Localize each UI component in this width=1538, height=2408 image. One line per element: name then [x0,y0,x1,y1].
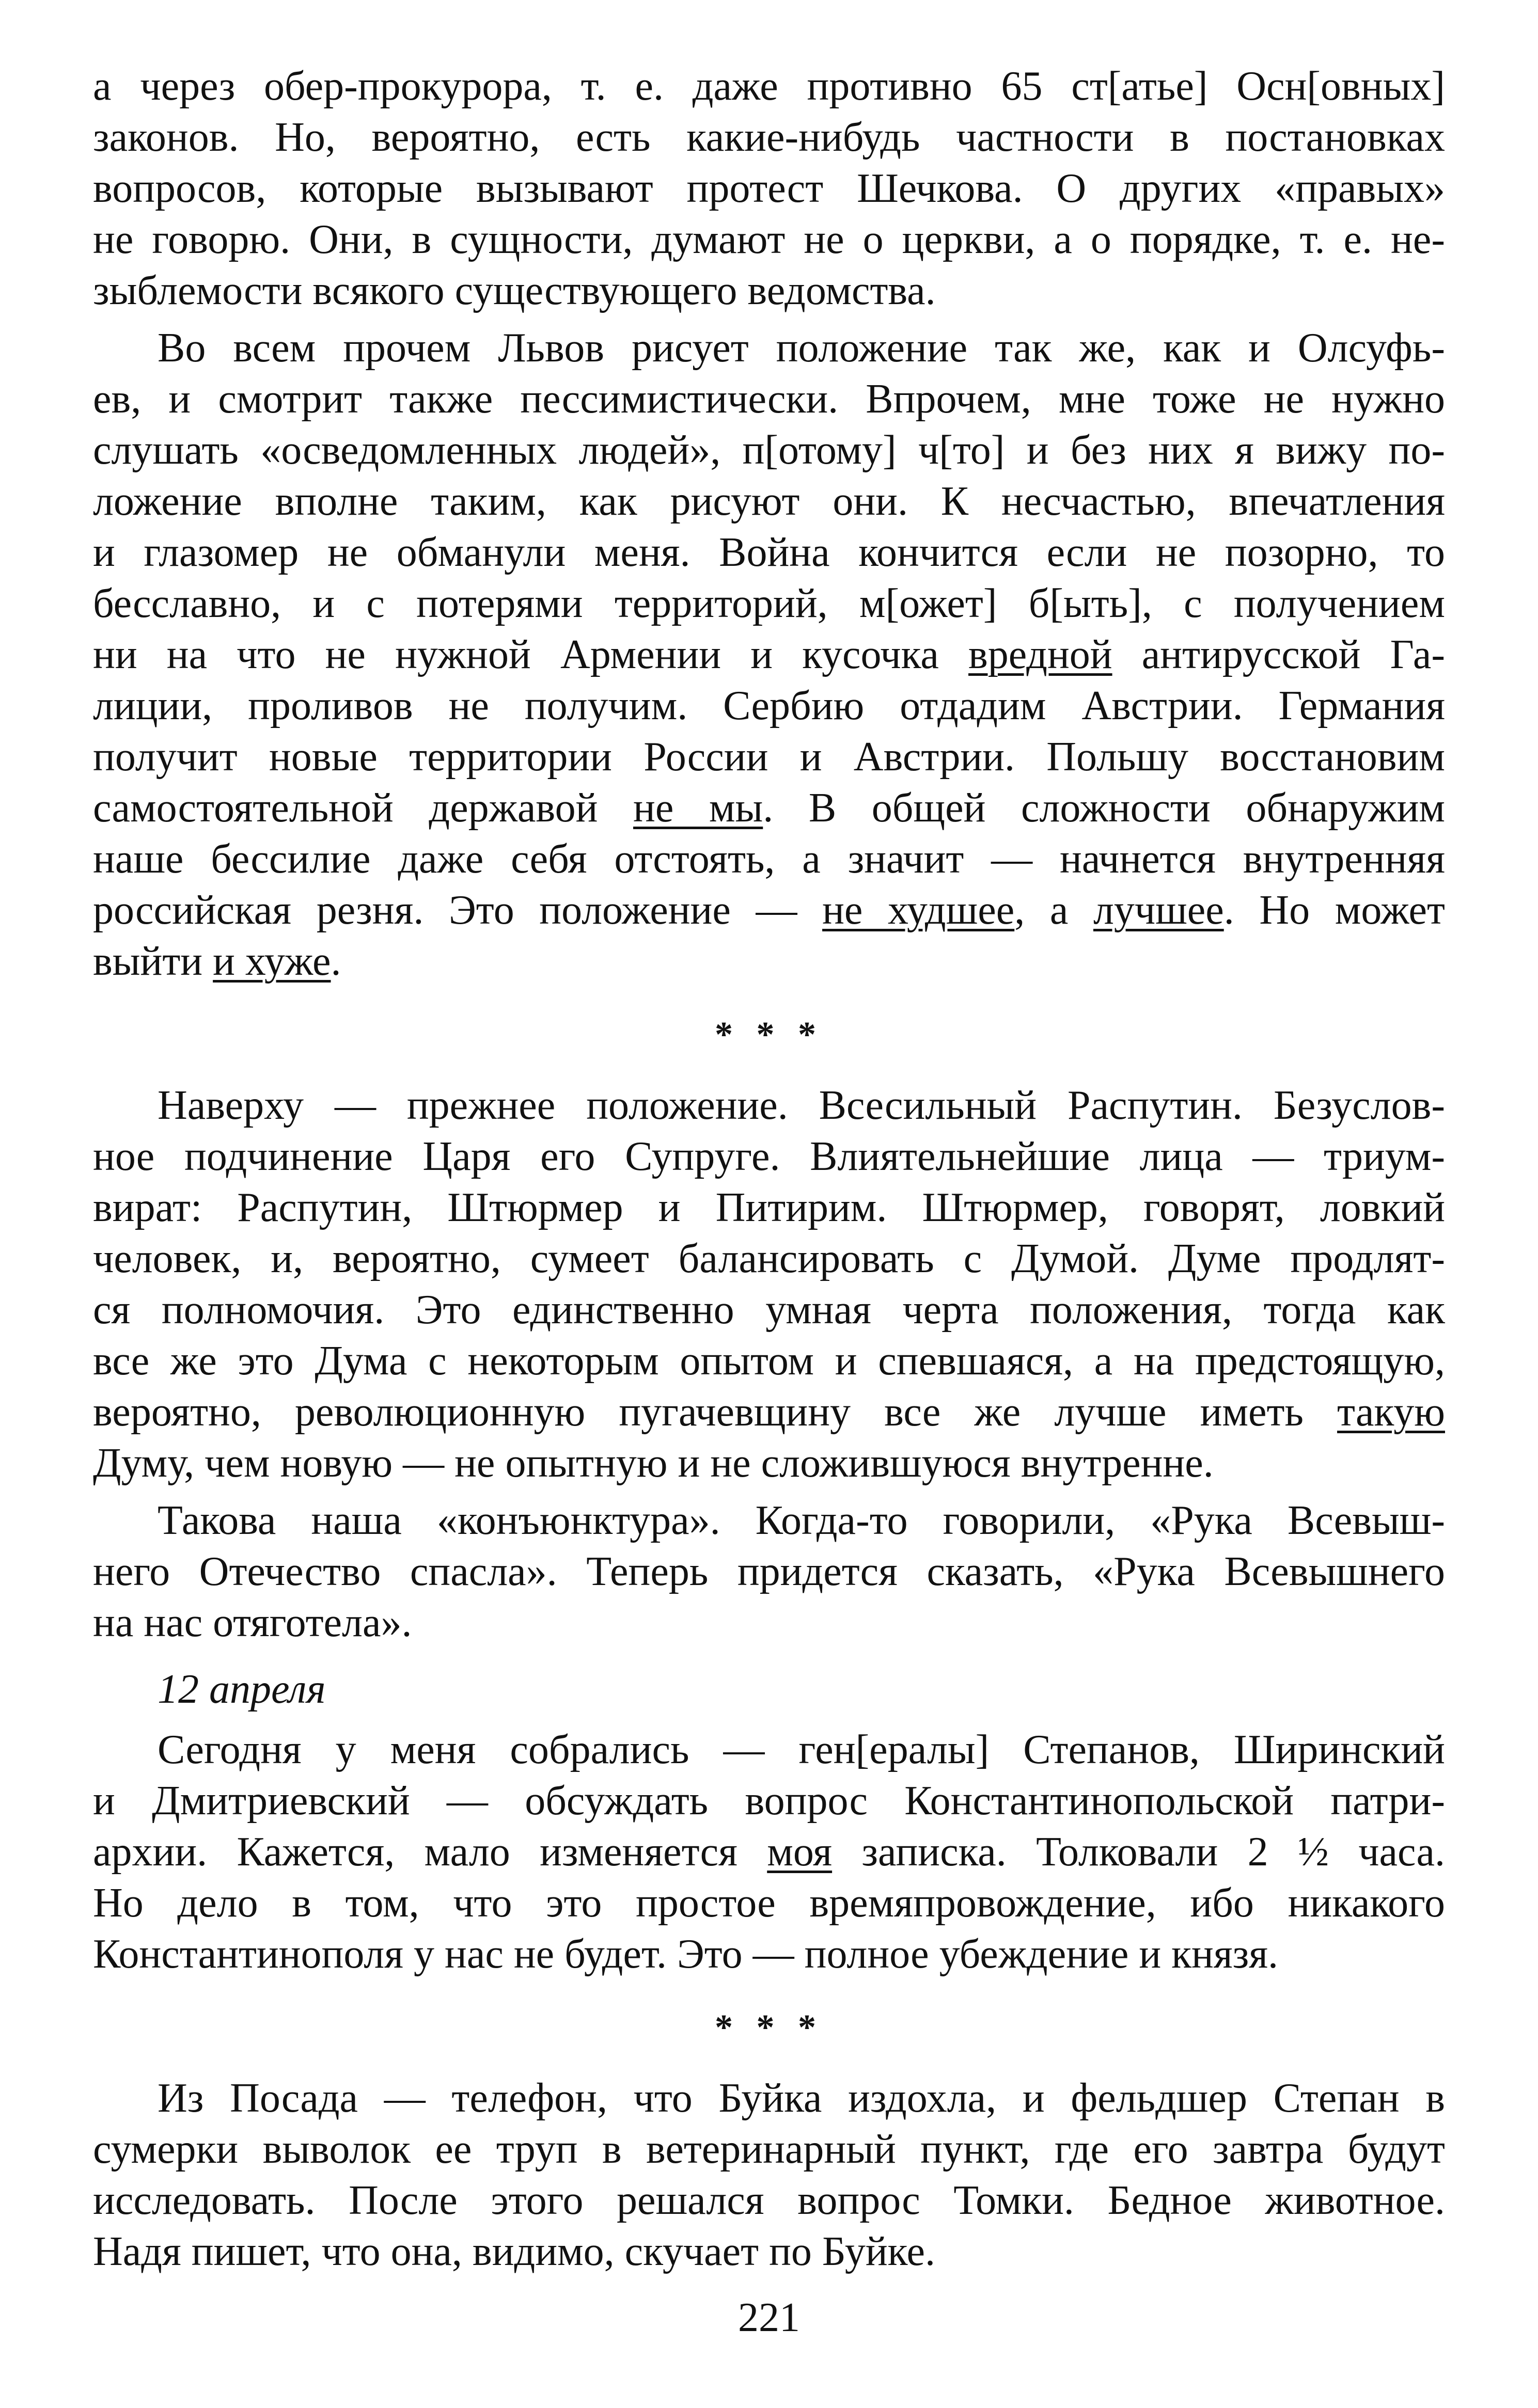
underlined-word: моя [767,1829,833,1875]
text-line: Во всем прочем Львов рисует положение так же, как и Олсуфь- [158,325,1445,371]
text-line: сумерки выволок ее труп в ветеринарный пункт, где его завтра будут [93,2127,1445,2172]
paragraph-5 [93,1724,1445,1980]
paragraph-6 [93,2073,1445,2277]
text-line: Но дело в том, что это простое времяпровождение, ибо никакого [93,1880,1445,1926]
underlined-word: не худшее [822,888,1015,933]
text-line: Сегодня у меня собрались — ген[ералы] Степанов, Ширинский [158,1727,1445,1772]
section-separator: * * * [715,2008,823,2048]
text-line: все же это Дума с некоторым опытом и спевшаяся, а на предстоящую, [93,1338,1445,1384]
text-line: и Дмитриевский — обсуждать вопрос Константинопольской патри- [93,1778,1445,1824]
text-line: вопросов, которые вызывают протест Шечкова. О других «правых» [93,166,1445,211]
text-line: слушать «осведомленных людей», п[отому] ч[то] и без них я вижу по- [93,427,1445,473]
text-line: исследовать. После этого решался вопрос Томки. Бедное животное. [93,2178,1445,2223]
text-line: законов. Но, вероятно, есть какие-нибудь частности в постановках [93,115,1445,160]
underlined-word: не мы [633,785,763,831]
text-line: самостоятельной державой не мы. В общей сложности обнаружим [93,785,1446,831]
text-line: а через обер-прокурора, т. е. даже противно 65 ст[атье] Осн[овных] [93,64,1445,109]
text-line: Из Посада — телефон, что Буйка издохла, и фельдшер Степан в [158,2076,1445,2121]
text-line: не говорю. Они, в сущности, думают не о церкви, а о порядке, т. е. не- [93,217,1445,262]
text-line: российская резня. Это положение — не худшее, а лучшее. Но может [93,888,1446,933]
text-line: человек, и, вероятно, сумеет балансировать с Думой. Думе продлят- [93,1236,1445,1281]
paragraph-1 [93,61,1445,316]
text-line: Наверху — прежнее положение. Всесильный Распутин. Безуслов- [158,1083,1445,1128]
text-line: бесславно, и с потерями территорий, м[ожет] б[ыть], с получением [93,581,1445,626]
text-line: на нас отяготела». [93,1600,412,1645]
text-line: Такова наша «конъюнктура». Когда-то говорили, «Рука Всевыш- [158,1498,1445,1543]
text-line: Константинополя у нас не будет. Это — полное убеждение и князя. [93,1931,1279,1977]
text-line: архии. Кажется, мало изменяется моя записка. Толковали 2 ½ часа. [93,1829,1445,1875]
page-number: 221 [738,2295,800,2340]
text-line: него Отечество спасла». Теперь придется сказать, «Рука Всевышнего [93,1549,1445,1594]
text-line: вират: Распутин, Штюрмер и Питирим. Штюрмер, говорят, ловкий [93,1185,1445,1230]
text-line: ложение вполне таким, как рисуют они. К несчастью, впечатления [93,479,1445,524]
text-line: и глазомер не обманули меня. Война кончится если не позорно, то [93,530,1445,575]
paragraph-2 [93,323,1445,987]
text-line: выйти и хуже. [93,939,341,984]
text-line: получит новые территории России и Австрии. Польшу восстановим [93,734,1445,780]
section-separator: * * * [715,1015,823,1055]
underlined-word: такую [1337,1389,1445,1435]
text-line: ев, и смотрит также пессимистически. Впрочем, мне тоже не нужно [93,376,1445,422]
page-content [93,61,1445,2277]
underlined-word: вредной [968,632,1112,677]
text-line: наше бессилие даже себя отстоять, а значит — начнется внутренняя [93,836,1445,882]
text-line: Надя пишет, что она, видимо, скучает по Буйке. [93,2229,936,2274]
text-line: ни на что не нужной Армении и кусочка вредной антирусской Га- [93,632,1446,677]
paragraph-4 [93,1495,1445,1649]
text-line: Думу, чем новую — не опытную и не сложившуюся внутренне. [93,1440,1214,1486]
paragraph-3 [93,1080,1445,1489]
text-line: ное подчинение Царя его Супруге. Влиятельнейшие лица — триум- [93,1134,1445,1179]
underlined-word: и хуже [213,939,331,984]
underlined-word: лучшее [1093,888,1224,933]
text-line: лиции, проливов не получим. Сербию отдадим Австрии. Германия [93,683,1445,728]
text-line: вероятно, революционную пугачевщину все же лучше иметь такую [93,1389,1445,1435]
entry-date: 12 апреля [158,1667,326,1712]
text-line: зыблемости всякого существующего ведомства. [93,268,936,313]
text-line: ся полномочия. Это единственно умная черта положения, тогда как [93,1287,1445,1333]
